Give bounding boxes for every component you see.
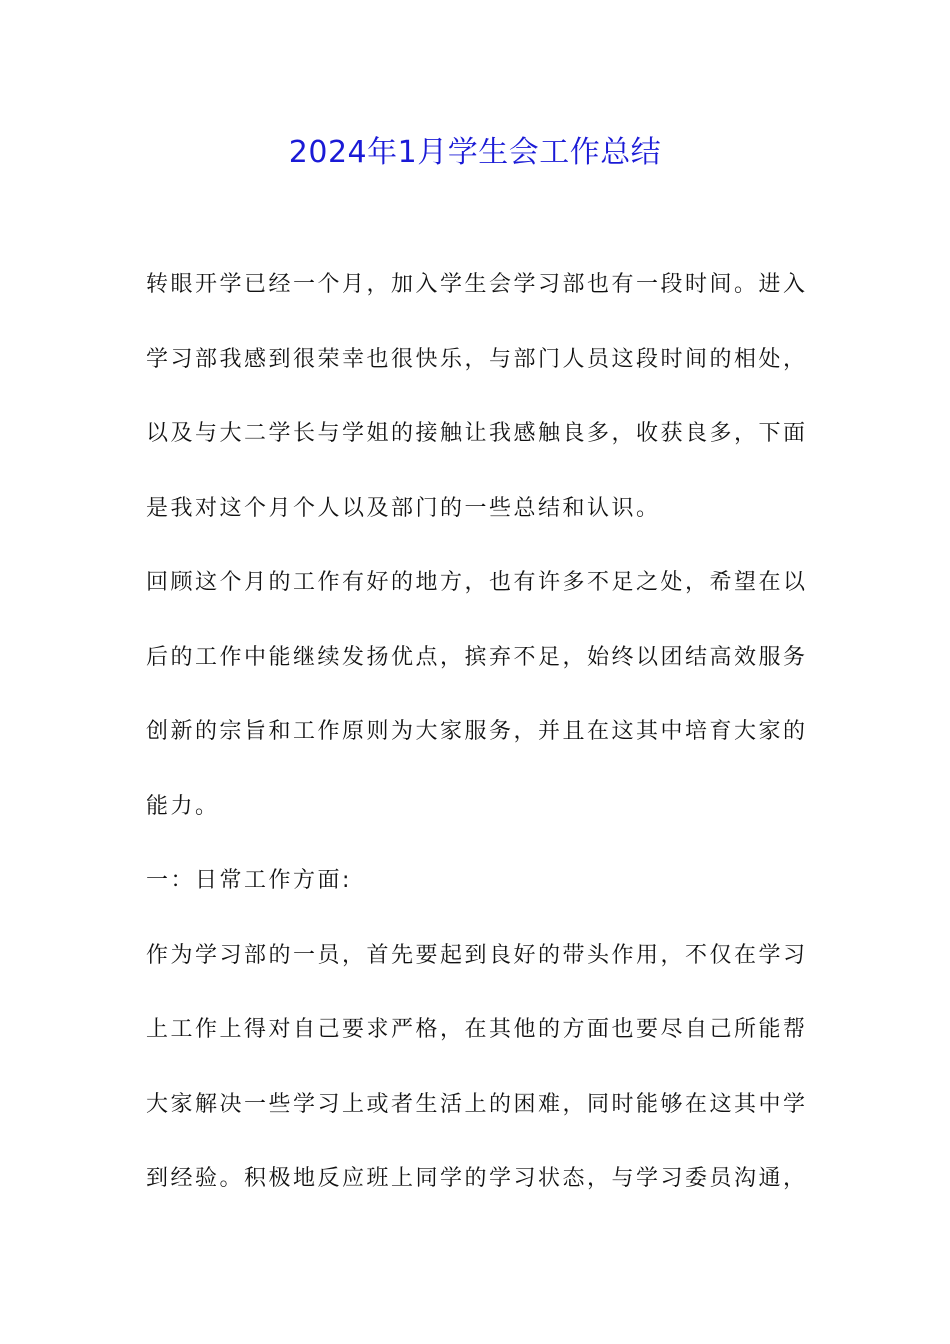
document-body: [146, 262, 816, 1231]
text-line: 学习部我感到很荣幸也很快乐，与部门人员这段时间的相处，: [146, 346, 808, 372]
text-line: 是我对这个月个人以及部门的一些总结和认识。: [146, 495, 661, 521]
text-line: 作为学习部的一员，首先要起到良好的带头作用，不仅在学习: [146, 942, 808, 968]
section-heading: 一：日常工作方面:: [146, 868, 352, 893]
text-line: 以及与大二学长与学姐的接触让我感触良多，收获良多，下面: [146, 421, 808, 446]
text-line: 创新的宗旨和工作原则为大家服务，并且在这其中培育大家的: [146, 719, 808, 744]
text-line: 转眼开学已经一个月，加入学生会学习部也有一段时间。进入: [146, 272, 808, 297]
text-line: 后的工作中能继续发扬优点，摈弃不足，始终以团结高效服务: [146, 644, 808, 670]
text-line: 能力。: [146, 793, 220, 819]
text-line: 回顾这个月的工作有好的地方，也有许多不足之处，希望在以: [146, 570, 808, 595]
document-title: 2024年1月学生会工作总结: [288, 135, 662, 170]
text-line: 上工作上得对自己要求严格，在其他的方面也要尽自己所能帮: [146, 1017, 808, 1042]
text-line: 大家解决一些学习上或者生活上的困难，同时能够在这其中学: [146, 1091, 808, 1117]
text-line: 到经验。积极地反应班上同学的学习状态，与学习委员沟通，: [146, 1166, 808, 1191]
